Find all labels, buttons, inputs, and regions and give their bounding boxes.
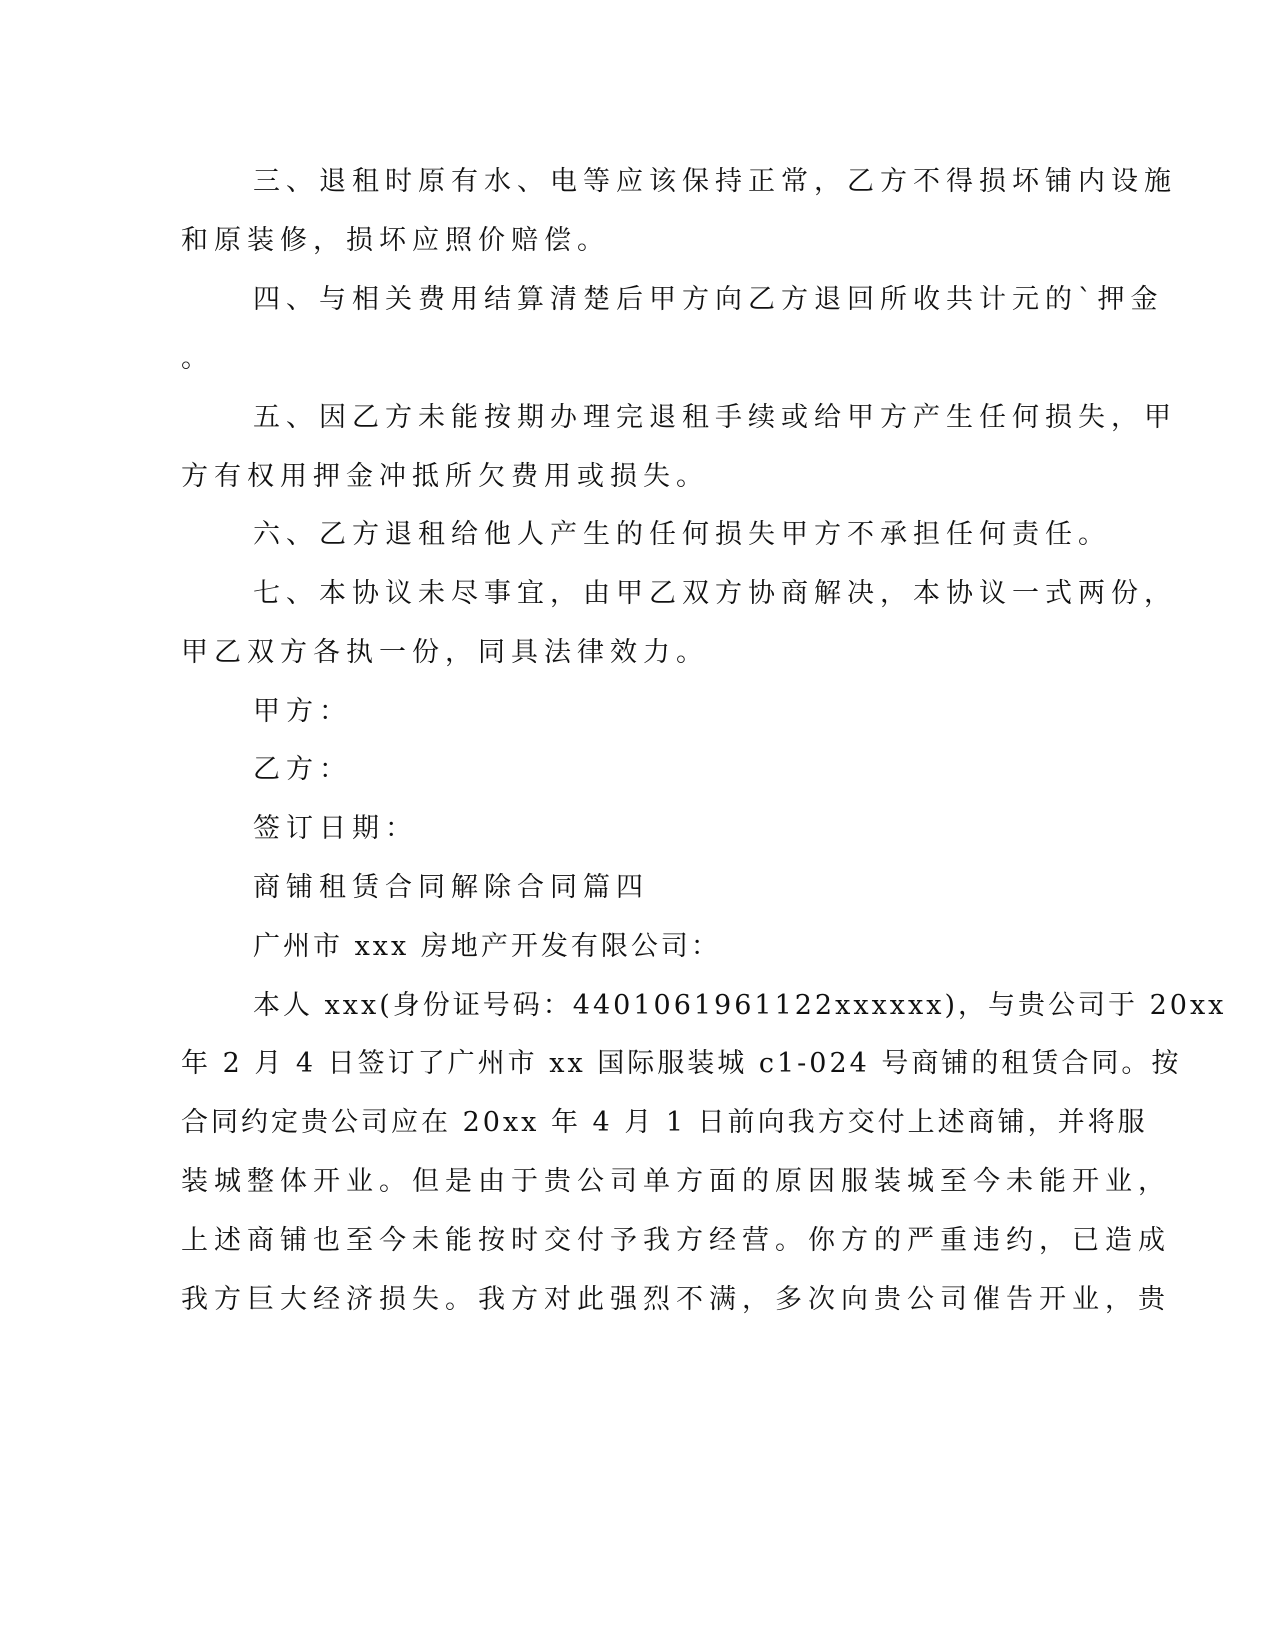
text-line: 本人 xxx(身份证号码：4401061961122xxxxxx)，与贵公司于 20xx xyxy=(253,990,1227,1021)
text-line: 方有权用押金冲抵所欠费用或损失。 xyxy=(181,461,709,492)
text-line: 合同约定贵公司应在 20xx 年 4 月 1 日前向我方交付上述商铺，并将服 xyxy=(181,1107,1148,1138)
text-line: 甲乙双方各执一份，同具法律效力。 xyxy=(181,637,709,668)
text-line: 三、退租时原有水、电等应该保持正常，乙方不得损坏铺内设施 xyxy=(253,166,1177,197)
text-line: 上述商铺也至今未能按时交付予我方经营。你方的严重违约，已造成 xyxy=(181,1225,1171,1256)
text-line: 七、本协议未尽事宜，由甲乙双方协商解决，本协议一式两份， xyxy=(253,578,1177,609)
section-heading: 商铺租赁合同解除合同篇四 xyxy=(253,872,649,903)
signature-party-b-label: 乙方： xyxy=(253,754,352,785)
text-line: 。 xyxy=(181,343,214,374)
signature-party-a-label: 甲方： xyxy=(253,696,352,727)
text-line: 四、与相关费用结算清楚后甲方向乙方退回所收共计元的`押金 xyxy=(253,284,1164,315)
text-line: 年 2 月 4 日签订了广州市 xx 国际服装城 c1-024 号商铺的租赁合同。按 xyxy=(181,1048,1182,1079)
text-line: 和原装修，损坏应照价赔偿。 xyxy=(181,225,610,256)
text-line: 六、乙方退租给他人产生的任何损失甲方不承担任何责任。 xyxy=(253,519,1111,550)
addressee-line: 广州市 xxx 房地产开发有限公司： xyxy=(253,931,721,962)
text-line: 五、因乙方未能按期办理完退租手续或给甲方产生任何损失，甲 xyxy=(253,402,1177,433)
text-line: 装城整体开业。但是由于贵公司单方面的原因服装城至今未能开业， xyxy=(181,1166,1171,1197)
signing-date-label: 签订日期： xyxy=(253,813,418,844)
text-line: 我方巨大经济损失。我方对此强烈不满，多次向贵公司催告开业，贵 xyxy=(181,1284,1171,1315)
